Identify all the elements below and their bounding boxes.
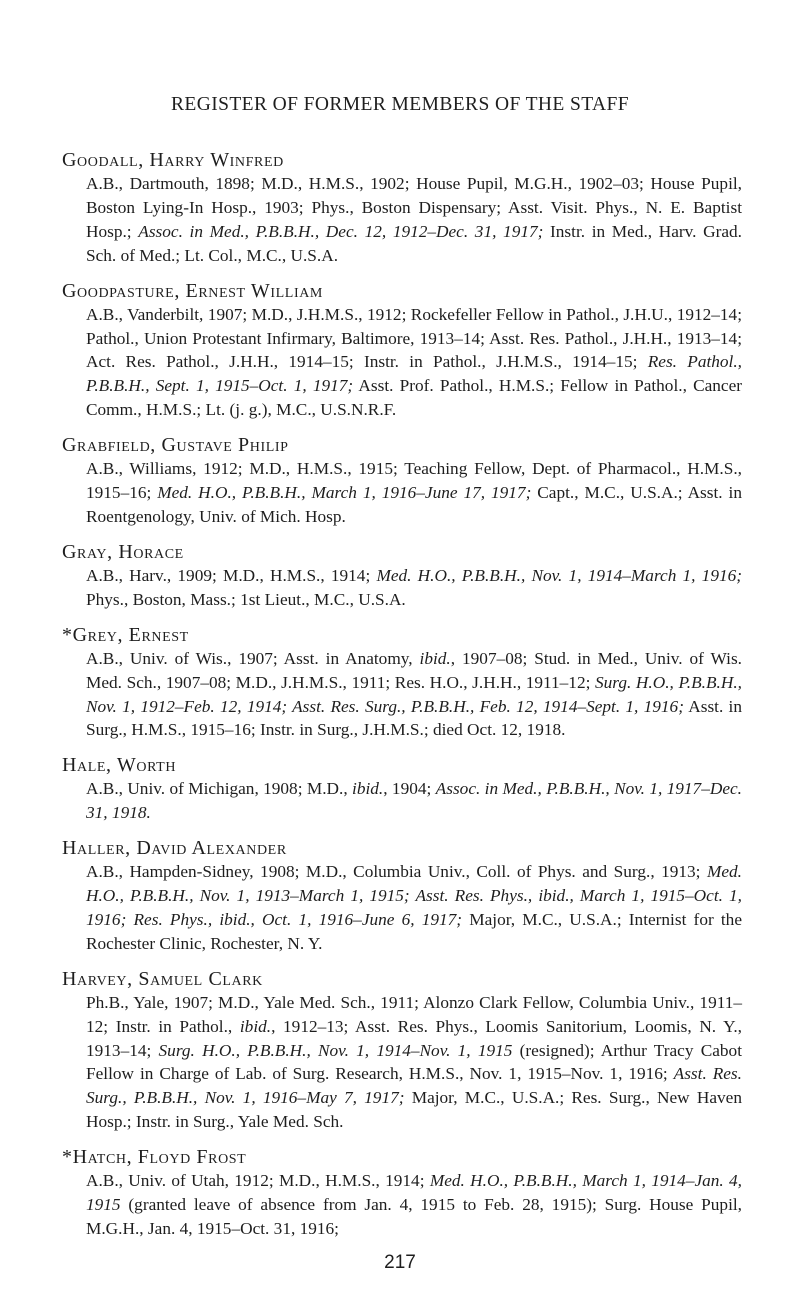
staff-appointment-text: ibid. (239, 1016, 272, 1036)
entry-name: Goodall, Harry Winfred (62, 149, 284, 171)
staff-appointment-text: ibid. (419, 648, 451, 668)
register-entry (62, 433, 742, 529)
entry-name: Gray, Horace (62, 540, 184, 563)
entry-details (86, 303, 742, 423)
career-text: A.B., Harv., 1909; M.D., H.M.S., 1914; (86, 565, 377, 585)
career-text: Capt., M.C., U.S.A.; Asst. in Roentgenology, Univ. of Mich. Hosp. (86, 483, 742, 526)
register-entry (62, 967, 742, 1134)
staff-appointment-text: Assoc. in Med., P.B.B.H., Nov. 1, 1917–Dec. 31, 1918. (86, 779, 742, 823)
career-text: A.B., Williams, 1912; M.D., H.M.S., 1915; Teaching Fellow, Dept. of Pharmacol., H.M.S., 1915–16; (86, 459, 742, 503)
career-text: Major, M.C., U.S.A.; Res. Surg., New Haven Hosp.; Instr. in Surg., Yale Med. Sch. (86, 1088, 742, 1132)
entry-details (86, 1169, 742, 1241)
entry-details (86, 991, 742, 1134)
career-text: Instr. in Med., Harv. Grad. Sch. of Med.; Lt. Col., M.C., U.S.A. (86, 221, 743, 265)
staff-appointment-text: Med. H.O., P.B.B.H., Nov. 1, 1914–March 1, 1916; (376, 565, 742, 585)
staff-appointment-text: Surg. H.O., P.B.B.H., Nov. 1, 1912–Feb. 12, 1914; Asst. Res. Surg., P.B.B.H., Feb. 12, 1914–Sept. 1, 1916; (86, 672, 742, 716)
register-entry (62, 836, 742, 956)
staff-appointment-text: Med. H.O., P.B.B.H., March 1, 1914–Jan. 4, 1915 (86, 1171, 743, 1215)
career-text: , 1907–08; Stud. in Med., Univ. of Wis. Med. Sch., 1907–08; M.D., J.H.M.S., 1911; Res. H.O., J.H.H., 1911–12; (86, 648, 742, 692)
career-text: Phys., Boston, Mass.; 1st Lieut., M.C., U.S.A. (86, 589, 406, 609)
career-text: , 1912–13; Asst. Res. Phys., Loomis Sanitorium, Loomis, N. Y., 1913–14; (86, 1016, 743, 1060)
register-entry (62, 540, 742, 612)
entry-details (86, 564, 742, 612)
register-entry (62, 623, 742, 743)
entry-name: *Hatch, Floyd Frost (62, 1146, 247, 1169)
staff-appointment-text: Res. Pathol., P.B.B.H., Sept. 1, 1915–Oct. 1, 1917; (86, 352, 742, 396)
entry-name: Hale, Worth (62, 754, 177, 777)
career-text: (resigned); Arthur Tracy Cabot Fellow in Charge of Lab. of Surg. Research, H.M.S., Nov. 1, 1915–Nov. 1, 1916; (86, 1040, 743, 1084)
entry-name: Harvey, Samuel Clark (62, 967, 263, 990)
entry-name: *Grey, Ernest (62, 623, 189, 646)
running-head: REGISTER OF FORMER MEMBERS OF THE STAFF (171, 94, 629, 115)
career-text: A.B., Univ. of Michigan, 1908; M.D., (86, 779, 353, 799)
career-text: (granted leave of absence from Jan. 4, 1915 to Feb. 28, 1915); Surg. House Pupil, M.G.H., Jan. 4, 1915–Oct. 31, 1916; (86, 1195, 742, 1238)
register-entry (62, 1145, 742, 1241)
entry-details (86, 647, 742, 743)
register-entry (62, 753, 742, 825)
staff-appointment-text: Surg. H.O., P.B.B.H., Nov. 1, 1914–Nov. 1, 1915 (158, 1040, 513, 1060)
entry-details (86, 860, 742, 956)
career-text: Asst. Prof. Pathol., H.M.S.; Fellow in Pathol., Cancer Comm., H.M.S.; Lt. (j. g.), M.C., U.S.N.R.F. (86, 376, 743, 420)
staff-appointment-text: Med. H.O., P.B.B.H., March 1, 1916–June 17, 1917; (157, 483, 532, 503)
entry-name: Grabfield, Gustave Philip (62, 434, 289, 457)
entry-name: Goodpasture, Ernest William (62, 279, 323, 302)
career-text: A.B., Univ. of Wis., 1907; Asst. in Anatomy, (86, 648, 420, 668)
staff-appointment-text: Assoc. in Med., P.B.B.H., Dec. 12, 1912–Dec. 31, 1917; (138, 221, 544, 241)
entry-details (86, 457, 742, 529)
career-text: A.B., Dartmouth, 1898; M.D., H.M.S., 1902; House Pupil, M.G.H., 1902–03; House Pupil, Boston Lying-In Hosp., 1903; Phys., Boston Dispensary; Asst. Visit. Phys., N. E. Baptist Hosp.; (86, 174, 742, 241)
entry-details (86, 777, 742, 825)
register-entries (62, 148, 742, 1252)
career-text: A.B., Univ. of Utah, 1912; M.D., H.M.S., 1914; (86, 1171, 430, 1191)
staff-appointment-text: ibid. (352, 779, 384, 799)
career-text: Asst. in Surg., H.M.S., 1915–16; Instr. in Surg., J.H.M.S.; died Oct. 12, 1918. (86, 696, 742, 740)
register-entry (62, 279, 742, 423)
staff-appointment-text: Asst. Res. Surg., P.B.B.H., Nov. 1, 1916–May 7, 1917; (86, 1064, 742, 1108)
staff-appointment-text: Med. H.O., P.B.B.H., Nov. 1, 1913–March 1, 1915; Asst. Res. Phys., ibid., March 1, 1915–Oct. 1, 1916; Res. Phys., ibid., Oct. 1, 1916–June 6, 1917; (86, 862, 742, 929)
career-text: Major, M.C., U.S.A.; Internist for the Rochester Clinic, Rochester, N. Y. (86, 909, 742, 953)
register-entry (62, 148, 742, 268)
career-text: A.B., Hampden-Sidney, 1908; M.D., Columbia Univ., Coll. of Phys. and Surg., 1913; (86, 862, 707, 882)
career-text: , 1904; (383, 779, 436, 799)
page-number: 217 (384, 1252, 416, 1273)
career-text: Ph.B., Yale, 1907; M.D., Yale Med. Sch., 1911; Alonzo Clark Fellow, Columbia Univ., 1911–12; Instr. in Pathol., (86, 992, 742, 1036)
entry-name: Haller, David Alexander (62, 837, 287, 860)
entry-details (86, 172, 742, 268)
career-text: A.B., Vanderbilt, 1907; M.D., J.H.M.S., 1912; Rockefeller Fellow in Pathol., J.H.U., 1912–14; Pathol., Union Protestant Infirmary, Baltimore, 1913–14; Asst. Res. Pathol., J.H.H., 1913–14; Act. Res. Pathol., J.H.H., 1914–15; Instr. in Pathol., J.H.M.S., 1914–15; (86, 304, 742, 372)
